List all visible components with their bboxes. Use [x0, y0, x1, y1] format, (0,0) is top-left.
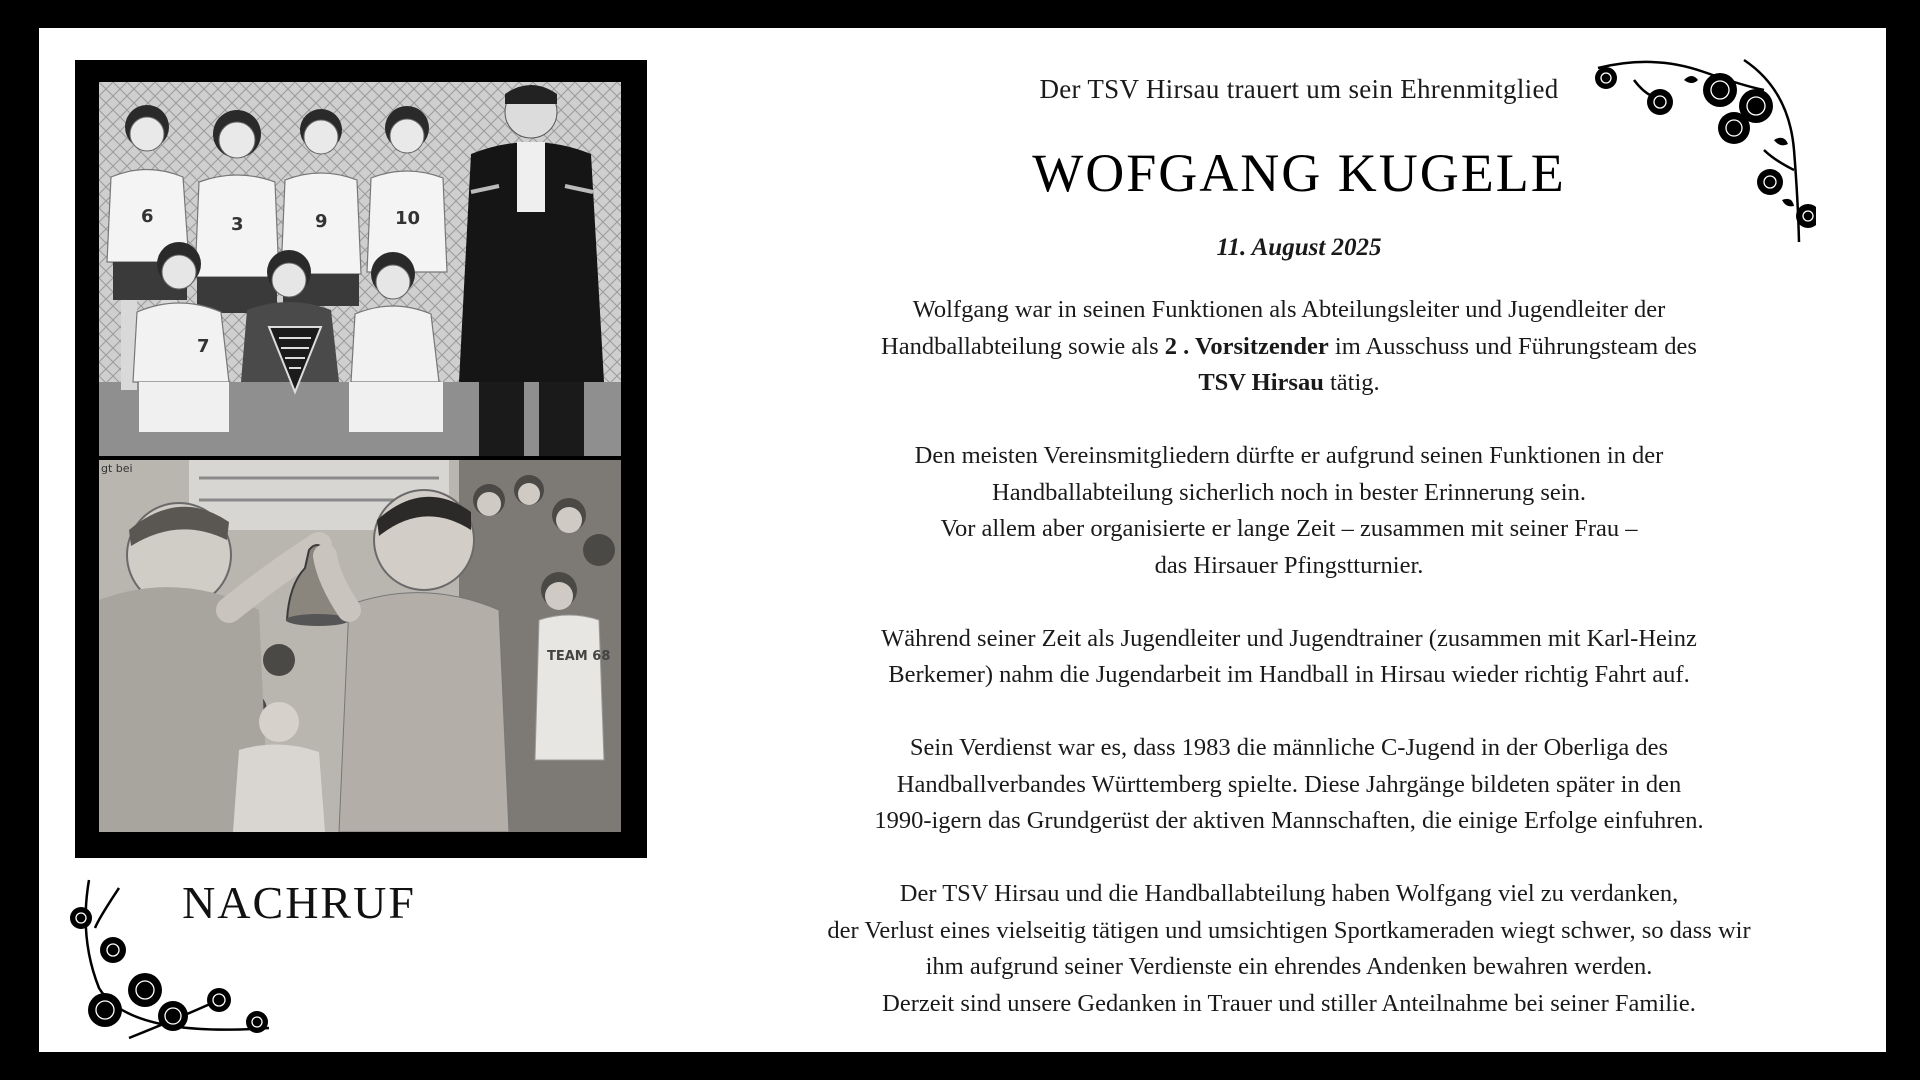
- body-line: der Verlust eines vielseitig tätigen und umsichtigen Sportkameraden wiegt schwer, so dass wir: [827, 916, 1751, 944]
- caption-fragment: gt bei: [101, 462, 133, 475]
- body-line: Vor allem aber organisierte er lange Zeit – zusammen mit seiner Frau –: [940, 515, 1638, 542]
- body-line: Den meisten Vereinsmitgliedern dürfte er aufgrund seinen Funktionen in der: [914, 442, 1664, 469]
- body-line: TSV Hirsau tätig.: [1198, 369, 1380, 396]
- rose-ornament-icon: [69, 878, 275, 1050]
- jersey-number: 6: [141, 206, 154, 227]
- date-of-death: 11. August 2025: [1216, 234, 1382, 261]
- body-line: Während seiner Zeit als Jugendleiter und Jugendtrainer (zusammen mit Karl-Heinz: [881, 624, 1697, 652]
- body-line: Handballverbandes Württemberg spielte. Diese Jahrgänge bildeten später in den: [896, 770, 1682, 798]
- body-line: Wolfgang war in seinen Funktionen als Abteilungsleiter und Jugendleiter der: [912, 296, 1666, 323]
- body-line: ihm aufgrund seiner Verdienste ein ehrendes Andenken bewahren werden.: [925, 953, 1653, 980]
- photo-frame: [75, 60, 647, 858]
- body-line: 1990-igern das Grundgerüst der aktiven Mannschaften, die einige Erfolge einfuhren.: [874, 807, 1704, 834]
- intro-line: Der TSV Hirsau trauert um sein Ehrenmitglied: [1039, 74, 1559, 104]
- jersey-number: 10: [395, 208, 421, 229]
- body-line: Handballabteilung sicherlich noch in bester Erinnerung sein.: [992, 478, 1586, 506]
- body-line: das Hirsauer Pfingstturnier.: [1154, 551, 1424, 579]
- emphasis: TSV Hirsau: [1198, 369, 1324, 396]
- body-paragraph: [699, 876, 1879, 1022]
- body-paragraph: [699, 730, 1879, 840]
- body-paragraph: [699, 438, 1879, 584]
- obituary-card: [39, 28, 1886, 1052]
- team-photo: [99, 82, 621, 456]
- bell-photo: [99, 460, 621, 832]
- emphasis: 2 . Vorsitzender: [1164, 332, 1329, 360]
- body-line: Berkemer) nahm die Jugendarbeit im Handball in Hirsau wieder richtig Fahrt auf.: [888, 661, 1690, 688]
- body-line: Der TSV Hirsau und die Handballabteilung haben Wolfgang viel zu verdanken,: [899, 880, 1679, 907]
- body-line: Handballabteilung sowie als 2 . Vorsitzender im Ausschuss und Führungsteam des: [881, 332, 1697, 360]
- body-paragraph: [699, 292, 1879, 402]
- jersey-number: 3: [231, 214, 244, 235]
- body-line: Sein Verdienst war es, dass 1983 die männliche C-Jugend in der Oberliga des: [909, 734, 1669, 761]
- body-paragraph: [699, 621, 1879, 694]
- jersey-number: 9: [315, 211, 328, 232]
- obituary-label: NACHRUF: [182, 877, 416, 928]
- deceased-name: WOFGANG KUGELE: [1032, 143, 1566, 203]
- shirt-text: TEAM 68: [547, 649, 611, 664]
- obituary-text: [659, 28, 1886, 1052]
- body-line: Derzeit sind unsere Gedanken in Trauer und stiller Anteilnahme bei seiner Familie.: [882, 989, 1696, 1017]
- jersey-number: 7: [197, 336, 210, 357]
- obituary-body: [699, 292, 1879, 1022]
